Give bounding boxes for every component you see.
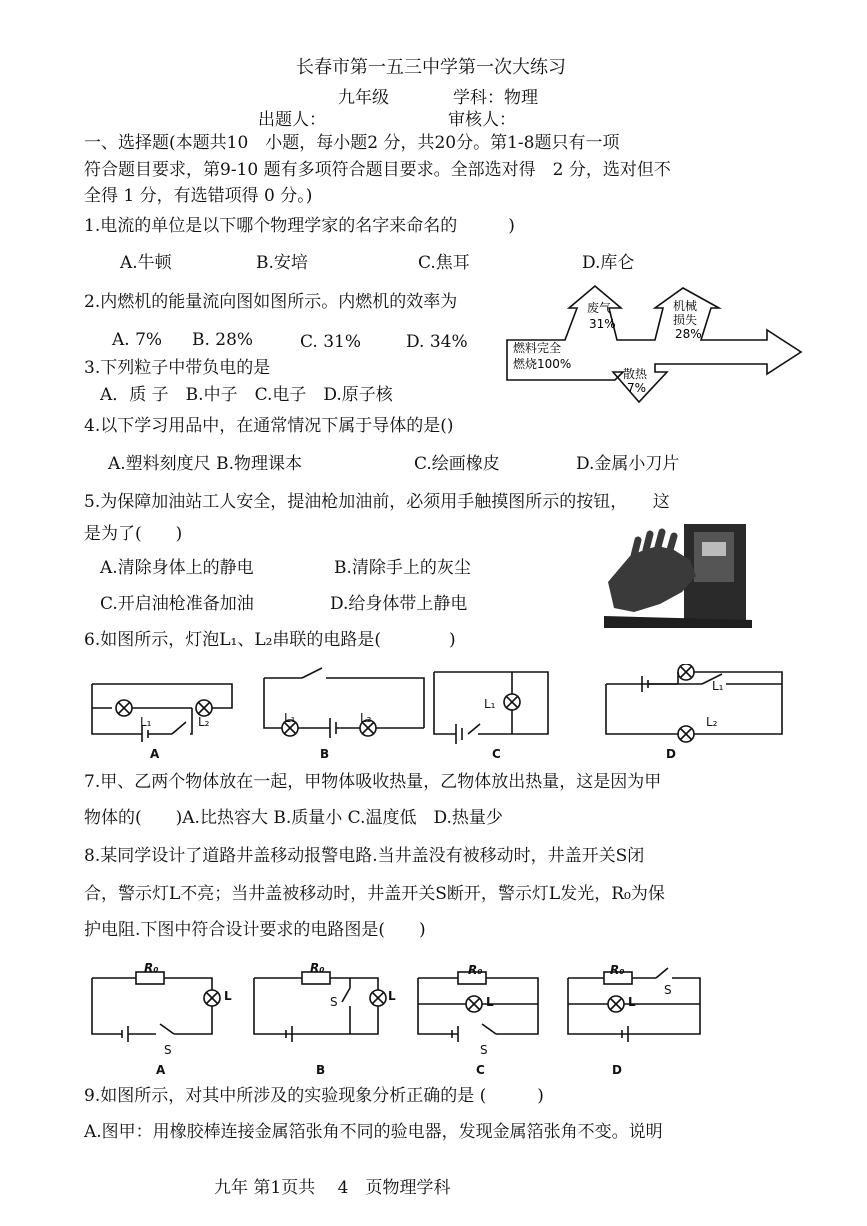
page-footer: 九年 第1页共 4 页物理学科 <box>214 1178 451 1198</box>
q8-label-d: D <box>612 1063 622 1077</box>
q8-c-r0: R₀ <box>468 963 483 977</box>
hand-button-photo <box>604 520 752 628</box>
q4-option-c: C.绘画橡皮 <box>414 454 500 474</box>
q1-stem: 1.电流的单位是以下哪个物理学家的名字来命名的 ) <box>84 216 515 236</box>
q5-stem-line1: 5.为保障加油站工人安全，提油枪加油前，必须用手触摸图所示的按钮， 这 <box>84 492 670 512</box>
q7-line1: 7.甲、乙两个物体放在一起，甲物体吸收热量，乙物体放出热量，这是因为甲 <box>84 772 662 792</box>
q8-line2: 合，警示灯L不亮；当井盖被移动时，井盖开关S断开，警示灯L发光，R₀为保 <box>84 884 665 904</box>
q3-stem: 3.下列粒子中带负电的是 <box>84 358 271 378</box>
q8-d-switch: S <box>664 983 672 997</box>
q6-b-l1: L₁ <box>284 711 296 725</box>
q8-line3: 护电阻.下图中符合设计要求的电路图是( ) <box>84 920 426 940</box>
q5-stem-line2: 是为了( ) <box>84 524 183 544</box>
q1-option-b: B.安培 <box>256 253 308 273</box>
q8-circuit-c <box>418 972 538 1042</box>
q4-option-ab: A.塑料刻度尺 B.物理课本 <box>108 454 302 474</box>
q6-d-l1: L₁ <box>712 679 724 693</box>
q8-line1: 8.某同学设计了道路井盖移动报警电路.当井盖没有被移动时，井盖开关S闭 <box>84 846 645 866</box>
q6-label-a: A <box>150 747 160 761</box>
q5-option-d: D.给身体带上静电 <box>330 594 468 614</box>
heat-value: 7% <box>627 381 647 395</box>
q6-circuit-d <box>606 664 782 742</box>
q6-b-l2: L₂ <box>360 711 372 725</box>
exhaust-value: 31% <box>589 317 616 331</box>
q7-line2: 物体的( )A.比热容大 B.质量小 C.温度低 D.热量少 <box>84 808 503 828</box>
setter-label: 出题人： <box>258 110 326 130</box>
q1-option-c: C.焦耳 <box>418 253 470 273</box>
fuel-label-1: 燃料完全 <box>513 341 562 355</box>
q2-stem: 2.内燃机的能量流向图如图所示。内燃机的效率为 <box>84 292 458 312</box>
q6-d-l2: L₂ <box>706 715 718 729</box>
q6-stem: 6.如图所示，灯泡L₁、L₂串联的电路是( ) <box>84 630 456 650</box>
q4-stem: 4.以下学习用品中，在通常情况下属于导体的是() <box>84 416 454 436</box>
heat-label: 散热 <box>623 367 648 381</box>
fuel-label-2: 燃烧100% <box>513 357 572 371</box>
q5-option-c: C.开启油枪准备加油 <box>100 594 254 614</box>
q6-circuit-a <box>92 684 232 742</box>
q9-stem: 9.如图所示，对其中所涉及的实验现象分析正确的是 ( ) <box>84 1086 544 1106</box>
q2-option-d: D. 34% <box>406 332 468 352</box>
mech-label-1: 机械 <box>673 299 698 313</box>
q4-option-d: D.金属小刀片 <box>576 454 680 474</box>
mech-value: 28% <box>675 327 702 341</box>
q8-label-a: A <box>156 1063 166 1077</box>
grade-label: 九年级 <box>338 88 389 108</box>
q6-label-d: D <box>666 747 676 761</box>
q6-circuit-figure <box>82 664 802 764</box>
q8-a-lamp: L <box>224 989 232 1003</box>
q6-a-l2: L₂ <box>198 715 210 729</box>
q8-b-switch: S <box>330 995 338 1009</box>
q8-d-r0: R₀ <box>610 963 625 977</box>
mech-label-2: 损失 <box>673 313 698 327</box>
section-instructions-line3: 全得 1 分，有选错项得 0 分。) <box>84 186 313 206</box>
q6-a-l1: L₁ <box>140 715 152 729</box>
q1-option-d: D.库仑 <box>582 253 635 273</box>
q8-c-switch: S <box>480 1043 488 1057</box>
q2-option-c: C. 31% <box>300 332 361 352</box>
q8-c-lamp: L <box>486 995 494 1009</box>
q9-option-a: A.图甲：用橡胶棒连接金属箔张角不同的验电器，发现金属箔张角不变。说明 <box>84 1122 663 1142</box>
q1-option-a: A.牛顿 <box>120 253 172 273</box>
q6-c-l1: L₁ <box>484 697 496 711</box>
q8-d-lamp: L <box>628 995 636 1009</box>
q8-a-switch: S <box>164 1043 172 1057</box>
q8-label-c: C <box>476 1063 485 1077</box>
q8-circuit-a <box>92 972 220 1042</box>
q3-options: A．质 子 B.中子 C.电子 D.原子核 <box>100 385 393 405</box>
q2-option-b: B. 28% <box>192 330 254 350</box>
reviewer-label: 审核人： <box>448 110 516 130</box>
q8-a-r0: R₀ <box>144 961 159 975</box>
subject-label: 学科：物理 <box>453 88 538 108</box>
page-title: 长春市第一五三中学第一次大练习 <box>296 57 566 78</box>
q8-label-b: B <box>316 1063 326 1077</box>
exhaust-label: 废气 <box>587 301 612 315</box>
q8-circuit-b <box>254 972 386 1042</box>
section-instructions-line2: 符合题目要求，第9-10 题有多项符合题目要求。全部选对得 2 分，选对但不 <box>84 160 671 180</box>
section-instructions-line1: 一、选择题(本题共10 小题，每小题2 分，共20分。第1-8题只有一项 <box>84 133 620 153</box>
q5-option-b: B.清除手上的灰尘 <box>334 558 471 578</box>
q8-b-r0: R₀ <box>310 961 325 975</box>
q6-label-b: B <box>320 747 330 761</box>
q2-option-a: A. 7% <box>112 330 163 350</box>
q5-option-a: A.清除身体上的静电 <box>100 558 254 578</box>
q6-label-c: C <box>492 747 501 761</box>
energy-flow-diagram <box>505 280 805 410</box>
q8-b-lamp: L <box>388 989 396 1003</box>
